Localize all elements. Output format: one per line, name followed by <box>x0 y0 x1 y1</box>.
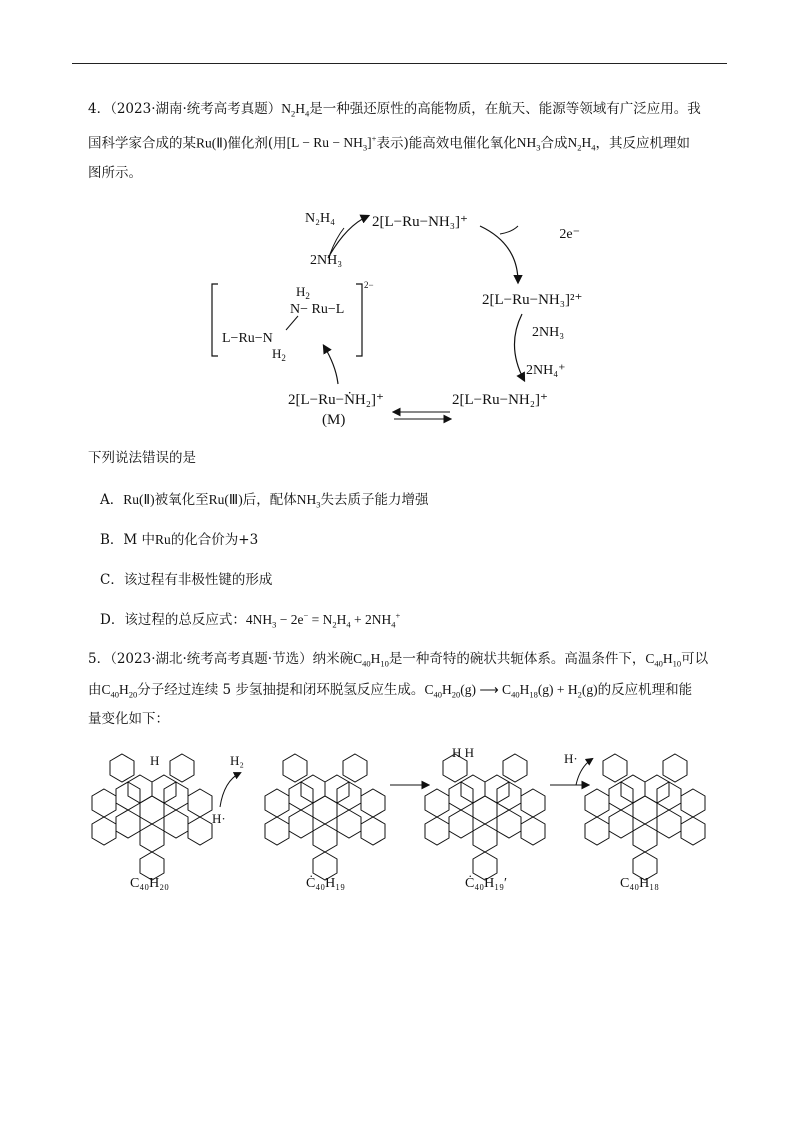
label-m: (M) <box>322 412 346 428</box>
caption-c40h19: Ċ₄₀H₁₉ <box>306 876 345 891</box>
option-b[interactable]: B．M 中Ru的化合价为+3 <box>100 532 259 548</box>
label-nh3-left: 2NH₃ <box>310 253 343 268</box>
molecule-c40h19-prime <box>425 754 545 880</box>
label-bottom-right: 2[L−Ru−NH₂]⁺ <box>452 392 548 408</box>
label-top-complex: 2[L−Ru−NH₃]⁺ <box>372 214 468 230</box>
label-h-in: H· <box>212 811 226 826</box>
q4-line2a: 国科学家合成的某 <box>88 135 196 152</box>
caption-c40h19-prime: Ċ₄₀H₁₉′ <box>465 876 508 891</box>
svg-text:H: H <box>150 753 160 768</box>
option-a[interactable]: A．Ru(Ⅱ)被氧化至Ru(Ⅲ)后，配体$NH_3$失去质子能力增强 <box>100 492 429 510</box>
svg-text:L−Ru−N: L−Ru−N <box>222 331 273 346</box>
q4-line2d: 合成 <box>540 135 568 152</box>
molecule-c40h19 <box>265 754 385 880</box>
q4-text <box>88 96 728 186</box>
formula-ru-ii: Ru(Ⅱ) <box>196 135 228 151</box>
molecule-c40h18 <box>585 754 705 880</box>
label-h2: H₂ <box>230 753 244 768</box>
svg-text:H H: H H <box>452 745 475 760</box>
q5-text: 5．（2023·湖北·统考高考真题·节选）纳米碗$C_{40}H_{10}$是一种奇特的碗状共轭体系。高温条件下，$C_{40}H_{10}$可以 由$C_{40}H_{20}$分子经过连续 5 步氢抽提和闭环脱氢反应生成。$C_{40}H_{20}(g)$ ⟶ $C_{40}H_{18}(g) + H_2(g)$的反应机理和能 量变化如下： <box>88 651 709 728</box>
q4-line3: 图所示。 <box>88 164 142 181</box>
label-dimer-charge: 2− <box>364 280 374 290</box>
header-rule <box>72 63 727 64</box>
label-right-complex: 2[L−Ru−NH₃]²⁺ <box>482 292 583 308</box>
reaction-mechanism-diagram <box>200 196 600 436</box>
formula-catalyst: $[L - Ru - NH_3]^+$ <box>286 133 377 153</box>
label-electrons: 2e⁻ <box>559 227 580 242</box>
label-h-out: H· <box>564 751 578 766</box>
svg-text:H2: $H_2$ <box>296 284 310 301</box>
caption-c40h20: C₄₀H₂₀ <box>130 876 169 891</box>
label-nh4-out: 2NH₄⁺ <box>526 363 566 378</box>
molecules-diagram <box>90 745 710 895</box>
q4-number: 4． <box>88 101 111 117</box>
label-n2h4: N₂H₄ <box>305 211 335 226</box>
label-bottom-left: 2[L−Ru−ṄH₂]⁺ <box>288 392 384 408</box>
q4-line2b: 催化剂(用 <box>227 135 287 152</box>
option-c[interactable]: C．该过程有非极性键的形成 <box>100 572 273 588</box>
caption-c40h18: C₄₀H₁₈ <box>620 876 659 891</box>
q4-line2c: 表示)能高效电催化氧化 <box>376 135 517 152</box>
svg-text:N− Ru−L: N− Ru−L <box>290 302 345 317</box>
formula-nh3: $NH_3$ <box>516 135 541 153</box>
formula-n2h4-b: $N_2H_4$ <box>567 135 596 153</box>
label-nh3-in: 2NH₃ <box>532 325 565 340</box>
q4-line2e: ，其反应机理如 <box>595 135 690 152</box>
option-d[interactable]: D．该过程的总反应式：$4NH_3 - 2e^- = N_2H_4 + 2NH_4^+$ <box>100 610 401 630</box>
q4-question: 下列说法错误的是 <box>88 450 196 466</box>
formula-n2h4: $N_2H_4$ <box>281 101 310 119</box>
molecule-c40h20 <box>92 754 212 880</box>
q4-line1: 是一种强还原性的高能物质，在航天、能源等领域有广泛应用。我 <box>309 101 701 117</box>
svg-text:H2: $H_2$ <box>272 346 286 363</box>
q4-source: （2023·湖南·统考高考真题） <box>110 101 282 117</box>
